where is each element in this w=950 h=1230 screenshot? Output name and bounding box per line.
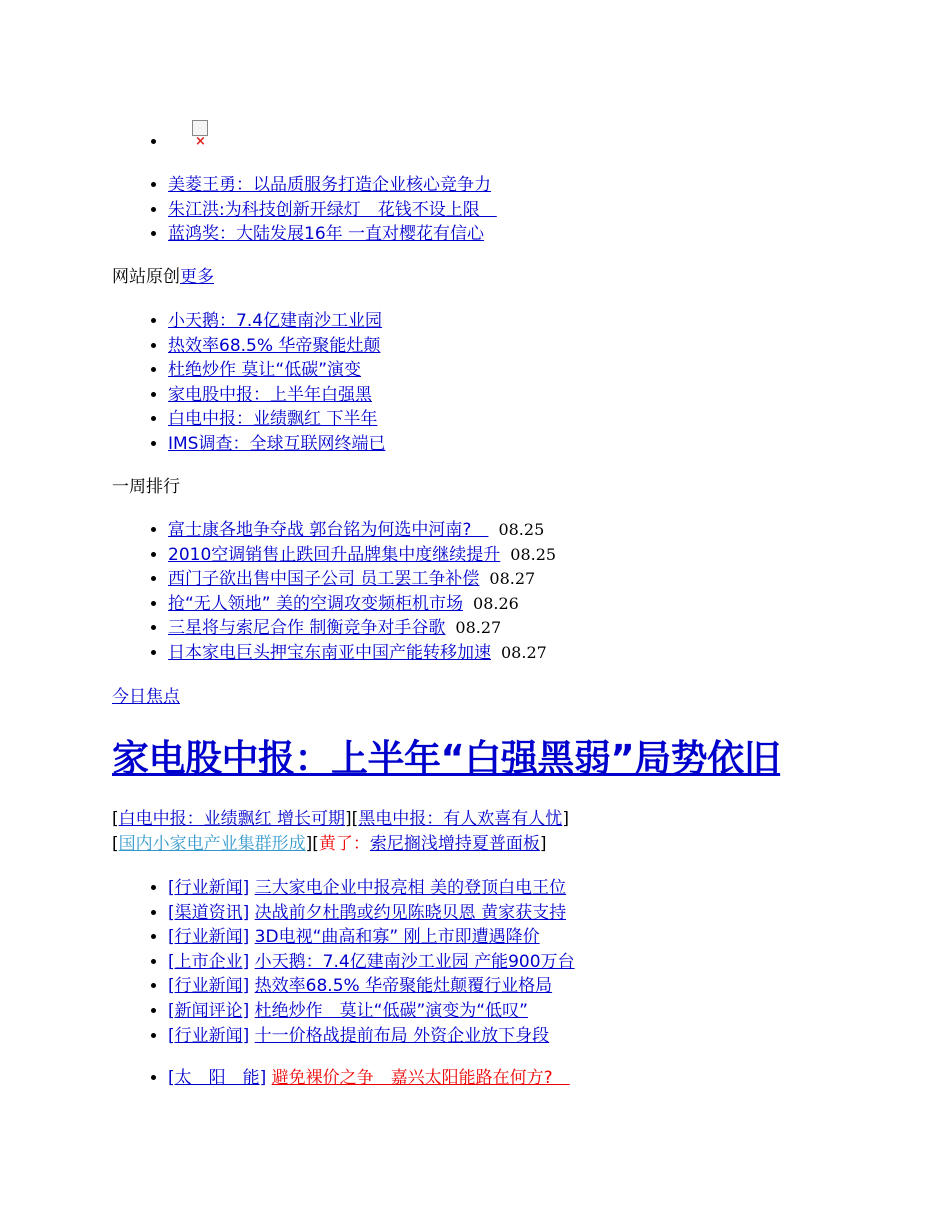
list-item — [168, 198, 497, 223]
broken-image-icon[interactable] — [192, 120, 208, 136]
rank-item — [168, 518, 556, 543]
original-link-4[interactable]: 家电股中报：上半年白强黑 — [168, 384, 372, 405]
related-link-white[interactable]: 白电中报：业绩飘红 增长可期 — [118, 809, 346, 829]
solar-list — [112, 1066, 570, 1091]
original-link-1[interactable]: 小天鹅：7.4亿建南沙工业园 — [168, 311, 383, 331]
list-item — [168, 173, 497, 198]
news-category[interactable]: [行业新闻] — [168, 878, 250, 898]
rank-link-6[interactable]: 日本家电巨头押宝东南亚中国产能转移加速 — [168, 642, 491, 663]
related-link-sony[interactable]: 索尼搁浅增持夏普面板 — [369, 834, 540, 854]
news-item — [168, 901, 575, 926]
headline-container — [112, 736, 780, 782]
rank-date: 08.27 — [501, 642, 547, 662]
list-item — [168, 383, 385, 408]
bracket: ][ — [345, 809, 359, 829]
rank-item — [168, 567, 556, 592]
list-item — [168, 432, 385, 457]
original-link-6[interactable]: IMS调查：全球互联网终端已 — [168, 433, 386, 454]
weekly-rank-title: 一周排行 — [112, 477, 180, 497]
related-links-2 — [112, 832, 547, 857]
news-category[interactable]: [新闻评论] — [168, 1000, 250, 1021]
rank-link-4[interactable]: 抢“无人领地” 美的空调攻变频柜机市场 — [168, 593, 464, 614]
news-link[interactable]: 3D电视“曲高和寡” 刚上市即遭遇降价 — [254, 927, 540, 948]
news-link[interactable]: 热效率68.5% 华帝聚能灶颠覆行业格局 — [254, 976, 553, 997]
related-link-cluster[interactable]: 国内小家电产业集群形成 — [118, 834, 306, 854]
rank-item — [168, 641, 556, 666]
original-section-header — [112, 265, 214, 289]
news-category[interactable]: [行业新闻] — [168, 927, 250, 948]
featured-links — [112, 173, 497, 247]
list-item — [168, 334, 385, 359]
today-focus-link[interactable]: 今日焦点 — [112, 687, 180, 707]
news-link[interactable]: 决战前夕杜鹃或约见陈晓贝恩 黄家获支持 — [254, 902, 567, 923]
rank-link-2[interactable]: 2010空调销售止跌回升品牌集中度继续提升 — [168, 544, 501, 565]
featured-link-3[interactable]: 蓝鸿奖：大陆发展16年 一直对樱花有信心 — [168, 224, 485, 245]
rank-date: 08.25 — [510, 544, 557, 564]
original-link-3[interactable]: 杜绝炒作 莫让“低碳”演变 — [168, 360, 362, 381]
original-section-title: 网站原创 — [112, 267, 180, 287]
rank-date: 08.26 — [473, 593, 519, 613]
news-list — [112, 876, 575, 1048]
news-item — [168, 974, 575, 999]
more-link[interactable]: 更多 — [180, 267, 214, 287]
rank-link-1[interactable]: 富士康各地争夺战 郭台铭为何选中河南? — [168, 520, 489, 540]
original-list — [112, 309, 385, 457]
news-item — [168, 876, 575, 901]
news-link[interactable]: 十一价格战提前布局 外资企业放下身段 — [254, 1025, 550, 1046]
bracket: [ — [112, 809, 119, 829]
news-item — [168, 1024, 575, 1049]
related-link-black[interactable]: 黑电中报：有人欢喜有人忧 — [358, 809, 563, 829]
original-link-2[interactable]: 热效率68.5% 华帝聚能灶颠 — [168, 335, 381, 356]
bracket: [ — [112, 834, 119, 854]
news-category[interactable]: [行业新闻] — [168, 1025, 250, 1046]
news-category[interactable]: [太 阳 能] — [168, 1068, 267, 1088]
rank-item — [168, 616, 556, 641]
news-category[interactable]: [上市企业] — [168, 951, 250, 972]
related-links-1 — [112, 807, 569, 832]
headline-link[interactable]: 家电股中报：上半年“白强黑弱”局势依旧 — [112, 737, 781, 780]
news-item — [168, 999, 575, 1024]
list-item — [168, 407, 385, 432]
news-item — [168, 950, 575, 975]
news-link-highlight[interactable]: 避免裸价之争 嘉兴太阳能路在何方? — [271, 1068, 570, 1088]
related-prefix: 黄了： — [318, 834, 370, 854]
news-item — [168, 1066, 570, 1091]
rank-date: 08.25 — [498, 520, 545, 539]
list-item — [168, 222, 497, 247]
bracket: ] — [539, 834, 547, 854]
featured-link-1[interactable]: 美菱王勇：以品质服务打造企业核心竞争力 — [168, 175, 491, 195]
rank-link-5[interactable]: 三星将与索尼合作 制衡竞争对手谷歌 — [168, 618, 446, 639]
today-focus-header — [112, 685, 180, 709]
rank-link-3[interactable]: 西门子欲出售中国子公司 员工罢工争补偿 — [168, 569, 480, 590]
bracket: ] — [562, 809, 569, 829]
featured-link-2[interactable]: 朱江洪:为科技创新开绿灯 花钱不设上限 — [168, 199, 497, 220]
list-item — [168, 358, 385, 383]
news-category[interactable]: [渠道资讯] — [168, 902, 250, 923]
news-item — [168, 925, 575, 950]
rank-item — [168, 592, 556, 617]
news-link[interactable]: 小天鹅：7.4亿建南沙工业园 产能900万台 — [254, 951, 575, 972]
rank-date: 08.27 — [455, 618, 502, 638]
news-link[interactable]: 杜绝炒作 莫让“低碳”演变为“低叹” — [254, 1000, 528, 1021]
bracket: ][ — [305, 834, 319, 854]
image-list — [112, 118, 168, 166]
news-link[interactable]: 三大家电企业中报亮相 美的登顶白电王位 — [254, 878, 567, 898]
rank-date: 08.27 — [489, 569, 536, 589]
weekly-rank-list — [112, 518, 556, 666]
rank-item — [168, 543, 556, 568]
news-category[interactable]: [行业新闻] — [168, 976, 250, 997]
list-item — [168, 309, 385, 334]
original-link-5[interactable]: 白电中报：业绩飘红 下半年 — [168, 409, 378, 430]
